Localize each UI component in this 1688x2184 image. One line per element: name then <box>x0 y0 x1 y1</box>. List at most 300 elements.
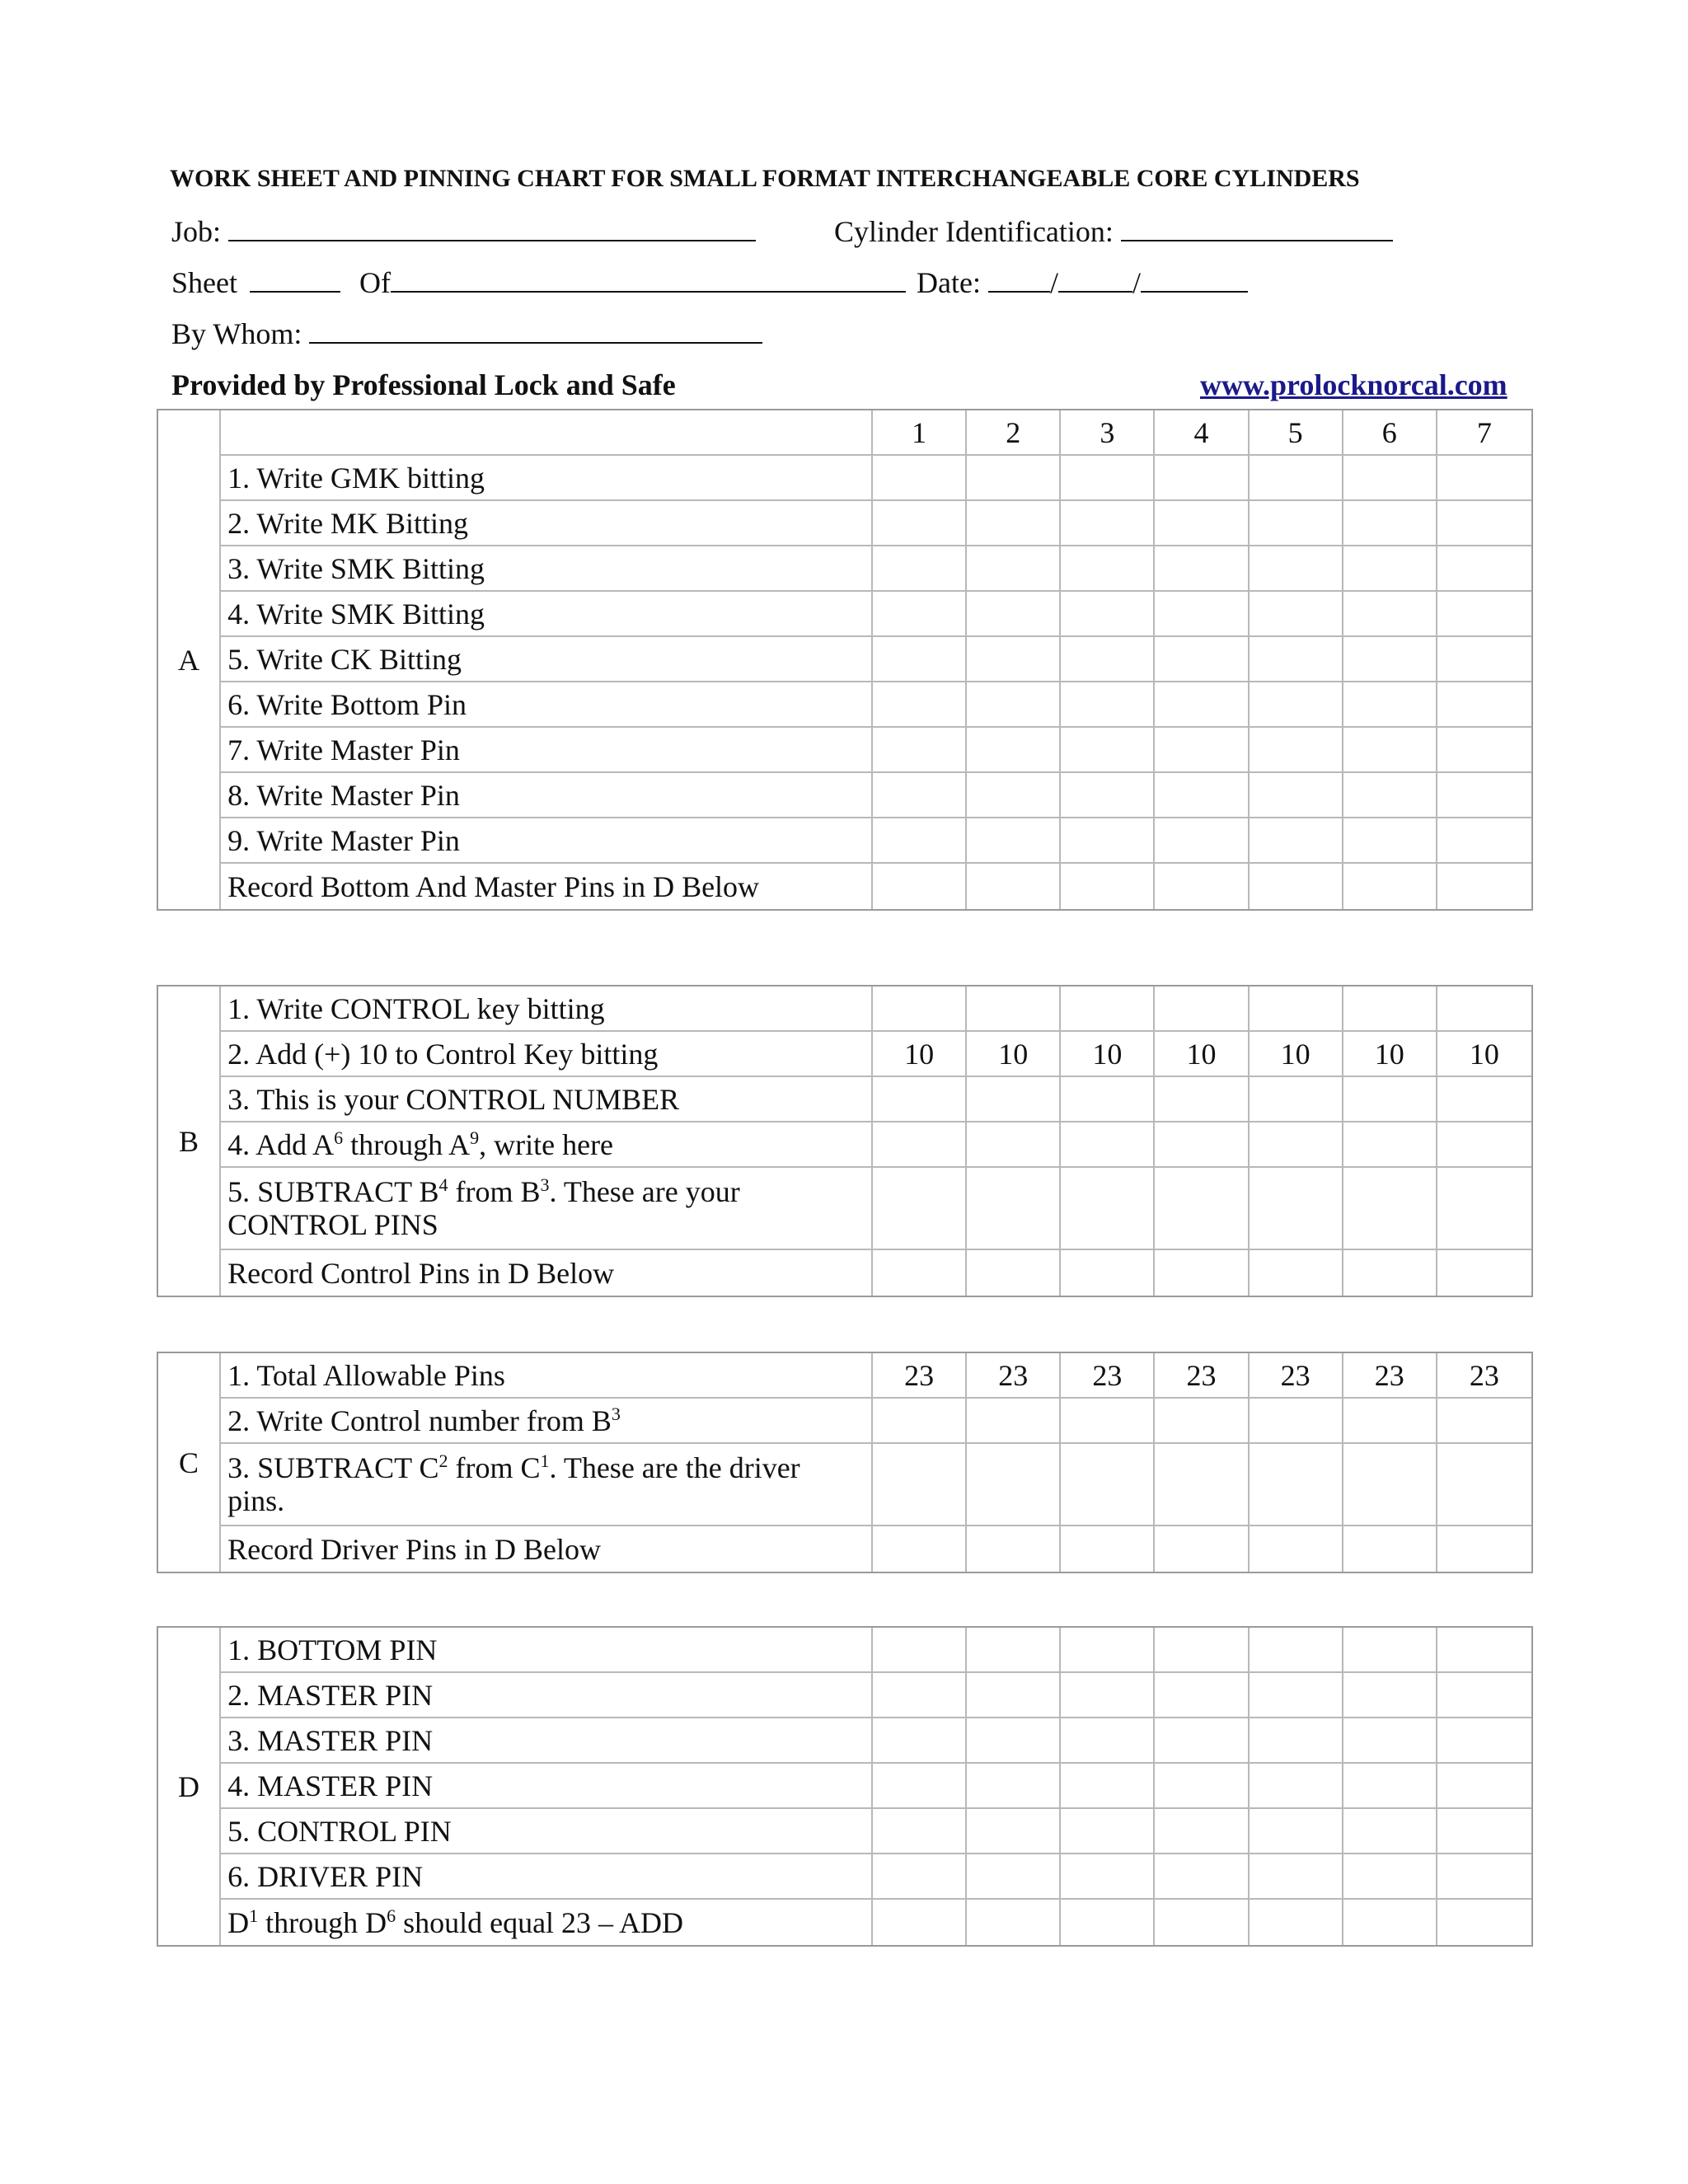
entry-cell[interactable] <box>967 682 1061 728</box>
entry-cell[interactable] <box>1155 682 1249 728</box>
sheet-field <box>171 265 906 300</box>
entry-cell[interactable] <box>967 1718 1061 1764</box>
section-a-label: A <box>158 410 221 909</box>
table-row <box>158 682 1531 728</box>
superscript: 1 <box>540 1451 550 1471</box>
row-label <box>221 1168 873 1250</box>
by-whom-label: By Whom: <box>171 317 302 350</box>
entry-cell[interactable] <box>1155 546 1249 592</box>
cylinder-identification-blank[interactable] <box>1121 215 1393 241</box>
entry-cell[interactable] <box>1061 1673 1155 1718</box>
entry-cell[interactable] <box>1343 1809 1437 1854</box>
row-text: 4. Add A <box>227 1127 335 1161</box>
entry-cell[interactable] <box>1155 1250 1249 1296</box>
entry-cell[interactable] <box>1061 1718 1155 1764</box>
column-header: 2 <box>967 410 1061 456</box>
date-month-blank[interactable] <box>988 266 1050 293</box>
table-row <box>158 818 1531 864</box>
sheet-blank[interactable] <box>250 266 340 293</box>
entry-cell[interactable] <box>1155 1718 1249 1764</box>
entry-cell[interactable] <box>1250 592 1343 637</box>
section-a-table <box>157 409 1533 911</box>
entry-cell[interactable] <box>967 1854 1061 1900</box>
value-cell: 23 <box>1061 1353 1155 1399</box>
table-row <box>158 637 1531 682</box>
entry-cell[interactable] <box>1343 1399 1437 1444</box>
entry-cell[interactable] <box>1061 682 1155 728</box>
date-year-blank[interactable] <box>1141 266 1248 293</box>
entry-cell[interactable] <box>1061 773 1155 818</box>
entry-cell[interactable] <box>1437 1809 1531 1854</box>
row-text: CONTROL PINS <box>227 1208 438 1241</box>
entry-cell[interactable] <box>1061 592 1155 637</box>
entry-cell[interactable] <box>1250 1444 1343 1526</box>
row-label: 8. Write Master Pin <box>221 773 873 818</box>
value-cell: 23 <box>1250 1353 1343 1399</box>
job-field <box>171 214 756 249</box>
entry-cell[interactable] <box>1061 1250 1155 1296</box>
table-row <box>158 1526 1531 1572</box>
entry-cell[interactable] <box>1155 1122 1249 1168</box>
superscript: 6 <box>387 1905 396 1926</box>
superscript: 9 <box>470 1127 480 1148</box>
entry-cell[interactable] <box>1155 637 1249 682</box>
row-text: should equal 23 – ADD <box>396 1905 684 1939</box>
entry-cell[interactable] <box>1061 1628 1155 1673</box>
entry-cell[interactable] <box>873 1809 967 1854</box>
entry-cell[interactable] <box>1061 864 1155 909</box>
table-row <box>158 1353 1531 1399</box>
entry-cell[interactable] <box>1250 682 1343 728</box>
entry-cell[interactable] <box>1250 1250 1343 1296</box>
entry-cell[interactable] <box>1250 818 1343 864</box>
entry-cell[interactable] <box>967 728 1061 773</box>
entry-cell[interactable] <box>873 1854 967 1900</box>
column-header: 6 <box>1343 410 1437 456</box>
entry-cell[interactable] <box>1437 592 1531 637</box>
entry-cell[interactable] <box>1061 987 1155 1032</box>
value-cell: 10 <box>1343 1032 1437 1077</box>
entry-cell[interactable] <box>1250 456 1343 501</box>
entry-cell[interactable] <box>967 1077 1061 1122</box>
row-text: . These are the driver <box>549 1451 800 1484</box>
entry-cell[interactable] <box>1061 1526 1155 1572</box>
entry-cell[interactable] <box>1061 1900 1155 1945</box>
row-label: 6. DRIVER PIN <box>221 1854 873 1900</box>
value-cell: 10 <box>967 1032 1061 1077</box>
entry-cell[interactable] <box>1343 818 1437 864</box>
entry-cell[interactable] <box>1437 1900 1531 1945</box>
entry-cell[interactable] <box>1343 1122 1437 1168</box>
row-text: D <box>227 1905 250 1939</box>
entry-cell[interactable] <box>1061 637 1155 682</box>
entry-cell[interactable] <box>1155 592 1249 637</box>
entry-cell[interactable] <box>1155 456 1249 501</box>
table-row <box>158 456 1531 501</box>
entry-cell[interactable] <box>1343 637 1437 682</box>
row-text: 3. SUBTRACT C <box>227 1451 439 1484</box>
entry-cell[interactable] <box>1437 637 1531 682</box>
entry-cell[interactable] <box>967 773 1061 818</box>
value-cell: 10 <box>1437 1032 1531 1077</box>
entry-cell[interactable] <box>1250 1122 1343 1168</box>
entry-cell[interactable] <box>873 592 967 637</box>
entry-cell[interactable] <box>1061 501 1155 546</box>
entry-cell[interactable] <box>1343 987 1437 1032</box>
row-label: 9. Write Master Pin <box>221 818 873 864</box>
table-row <box>158 1077 1531 1122</box>
entry-cell[interactable] <box>873 1718 967 1764</box>
row-label: Record Control Pins in D Below <box>221 1250 873 1296</box>
date-separator-2: / <box>1132 266 1141 299</box>
entry-cell[interactable] <box>873 501 967 546</box>
entry-cell[interactable] <box>1437 728 1531 773</box>
section-d-table <box>157 1626 1533 1947</box>
entry-cell[interactable] <box>1155 1854 1249 1900</box>
row-label: 2. MASTER PIN <box>221 1673 873 1718</box>
value-cell: 23 <box>1343 1353 1437 1399</box>
entry-cell[interactable] <box>1155 1168 1249 1250</box>
date-field <box>917 265 1248 300</box>
entry-cell[interactable] <box>873 1077 967 1122</box>
entry-cell[interactable] <box>1343 1854 1437 1900</box>
entry-cell[interactable] <box>1155 501 1249 546</box>
row-text: 5. SUBTRACT B <box>227 1175 439 1208</box>
entry-cell[interactable] <box>873 1399 967 1444</box>
entry-cell[interactable] <box>1250 1809 1343 1854</box>
page-title: WORK SHEET AND PINNING CHART FOR SMALL FORMAT INTERCHANGEABLE CORE CYLINDERS <box>170 165 1360 192</box>
entry-cell[interactable] <box>967 501 1061 546</box>
entry-cell[interactable] <box>1250 1077 1343 1122</box>
superscript: 3 <box>611 1403 621 1424</box>
entry-cell[interactable] <box>1250 1764 1343 1809</box>
entry-cell[interactable] <box>873 864 967 909</box>
value-cell: 23 <box>1155 1353 1249 1399</box>
entry-cell[interactable] <box>1343 728 1437 773</box>
entry-cell[interactable] <box>1437 818 1531 864</box>
job-label: Job: <box>171 215 222 248</box>
row-label <box>221 1399 873 1444</box>
entry-cell[interactable] <box>1250 773 1343 818</box>
entry-cell[interactable] <box>967 1122 1061 1168</box>
entry-cell[interactable] <box>967 1250 1061 1296</box>
entry-cell[interactable] <box>1061 1122 1155 1168</box>
entry-cell[interactable] <box>1250 501 1343 546</box>
entry-cell[interactable] <box>873 773 967 818</box>
section-d-label: D <box>158 1628 221 1945</box>
entry-cell[interactable] <box>1343 682 1437 728</box>
row-label: 3. MASTER PIN <box>221 1718 873 1764</box>
entry-cell[interactable] <box>1155 1809 1249 1854</box>
table-row <box>158 1809 1531 1854</box>
row-text: , write here <box>479 1127 614 1161</box>
entry-cell[interactable] <box>1250 1628 1343 1673</box>
row-label: 1. Total Allowable Pins <box>221 1353 873 1399</box>
entry-cell[interactable] <box>1250 1168 1343 1250</box>
entry-cell[interactable] <box>873 1673 967 1718</box>
entry-cell[interactable] <box>1343 1764 1437 1809</box>
entry-cell[interactable] <box>1155 1444 1249 1526</box>
entry-cell[interactable] <box>967 864 1061 909</box>
entry-cell[interactable] <box>1061 818 1155 864</box>
entry-cell[interactable] <box>967 1444 1061 1526</box>
entry-cell[interactable] <box>873 546 967 592</box>
entry-cell[interactable] <box>1155 728 1249 773</box>
section-c-label: C <box>158 1353 221 1572</box>
entry-cell[interactable] <box>967 1628 1061 1673</box>
entry-cell[interactable] <box>967 456 1061 501</box>
entry-cell[interactable] <box>873 987 967 1032</box>
entry-cell[interactable] <box>1437 1444 1531 1526</box>
entry-cell[interactable] <box>967 1900 1061 1945</box>
entry-cell[interactable] <box>1061 546 1155 592</box>
entry-cell[interactable] <box>1343 1444 1437 1526</box>
row-label: 2. Add (+) 10 to Control Key bitting <box>221 1032 873 1077</box>
table-row <box>158 592 1531 637</box>
entry-cell[interactable] <box>1061 728 1155 773</box>
entry-cell[interactable] <box>1437 1854 1531 1900</box>
row-label: 1. BOTTOM PIN <box>221 1628 873 1673</box>
entry-cell[interactable] <box>1155 1077 1249 1122</box>
of-blank[interactable] <box>391 266 906 293</box>
value-cell: 23 <box>873 1353 967 1399</box>
superscript: 3 <box>540 1174 550 1195</box>
superscript: 6 <box>334 1127 344 1148</box>
entry-cell[interactable] <box>1250 1854 1343 1900</box>
entry-cell[interactable] <box>1437 987 1531 1032</box>
date-separator-1: / <box>1049 266 1058 299</box>
entry-cell[interactable] <box>1437 773 1531 818</box>
of-label: Of <box>359 266 391 299</box>
entry-cell[interactable] <box>1343 773 1437 818</box>
entry-cell[interactable] <box>1437 501 1531 546</box>
entry-cell[interactable] <box>1437 1628 1531 1673</box>
value-cell: 23 <box>1437 1353 1531 1399</box>
by-whom-blank[interactable] <box>309 317 762 344</box>
row-label: 1. Write CONTROL key bitting <box>221 987 873 1032</box>
entry-cell[interactable] <box>873 818 967 864</box>
entry-cell[interactable] <box>1155 864 1249 909</box>
row-label: Record Bottom And Master Pins in D Below <box>221 864 873 909</box>
entry-cell[interactable] <box>1155 987 1249 1032</box>
row-label: 3. This is your CONTROL NUMBER <box>221 1077 873 1122</box>
row-label: 1. Write GMK bitting <box>221 456 873 501</box>
entry-cell[interactable] <box>1061 1168 1155 1250</box>
table-row <box>158 1399 1531 1444</box>
entry-cell[interactable] <box>1343 1718 1437 1764</box>
header-label-cell <box>221 410 873 456</box>
table-row <box>158 1854 1531 1900</box>
entry-cell[interactable] <box>1155 773 1249 818</box>
column-header: 4 <box>1155 410 1249 456</box>
entry-cell[interactable] <box>873 1122 967 1168</box>
entry-cell[interactable] <box>1250 546 1343 592</box>
by-whom-field <box>171 316 762 351</box>
entry-cell[interactable] <box>1155 1628 1249 1673</box>
entry-cell[interactable] <box>1437 546 1531 592</box>
job-blank[interactable] <box>228 215 756 241</box>
entry-cell[interactable] <box>1155 1399 1249 1444</box>
entry-cell[interactable] <box>967 1399 1061 1444</box>
entry-cell[interactable] <box>967 637 1061 682</box>
row-label: 5. Write CK Bitting <box>221 637 873 682</box>
row-label <box>221 1122 873 1168</box>
entry-cell[interactable] <box>1061 1399 1155 1444</box>
entry-cell[interactable] <box>1343 546 1437 592</box>
website-link[interactable]: www.prolocknorcal.com <box>1200 368 1507 401</box>
entry-cell[interactable] <box>1343 1673 1437 1718</box>
cylinder-identification-label: Cylinder Identification: <box>834 215 1114 248</box>
table-row <box>158 1718 1531 1764</box>
entry-cell[interactable] <box>1437 1764 1531 1809</box>
superscript: 1 <box>249 1905 259 1926</box>
column-header: 3 <box>1061 410 1155 456</box>
table-row <box>158 773 1531 818</box>
entry-cell[interactable] <box>1343 1168 1437 1250</box>
entry-cell[interactable] <box>967 1764 1061 1809</box>
superscript: 4 <box>438 1174 448 1195</box>
entry-cell[interactable] <box>873 1168 967 1250</box>
date-day-blank[interactable] <box>1058 266 1132 293</box>
entry-cell[interactable] <box>1437 682 1531 728</box>
cylinder-identification-field <box>834 214 1393 249</box>
row-text: from C <box>448 1451 541 1484</box>
section-c-table <box>157 1352 1533 1573</box>
entry-cell[interactable] <box>1155 1526 1249 1572</box>
value-cell: 23 <box>967 1353 1061 1399</box>
row-label: Record Driver Pins in D Below <box>221 1526 873 1572</box>
entry-cell[interactable] <box>1061 456 1155 501</box>
entry-cell[interactable] <box>1437 1250 1531 1296</box>
entry-cell[interactable] <box>1437 1673 1531 1718</box>
entry-cell[interactable] <box>1250 864 1343 909</box>
entry-cell[interactable] <box>1061 1854 1155 1900</box>
entry-cell[interactable] <box>967 546 1061 592</box>
table-row <box>158 501 1531 546</box>
table-row <box>158 1250 1531 1296</box>
entry-cell[interactable] <box>967 1526 1061 1572</box>
row-label: 4. Write SMK Bitting <box>221 592 873 637</box>
entry-cell[interactable] <box>1250 1526 1343 1572</box>
table-row <box>158 1628 1531 1673</box>
entry-cell[interactable] <box>1343 1077 1437 1122</box>
entry-cell[interactable] <box>873 1628 967 1673</box>
entry-cell[interactable] <box>1437 1168 1531 1250</box>
value-cell: 10 <box>873 1032 967 1077</box>
column-header: 1 <box>873 410 967 456</box>
table-row <box>158 728 1531 773</box>
entry-cell[interactable] <box>873 1764 967 1809</box>
entry-cell[interactable] <box>1250 1673 1343 1718</box>
row-label: 3. Write SMK Bitting <box>221 546 873 592</box>
entry-cell[interactable] <box>1250 987 1343 1032</box>
entry-cell[interactable] <box>1343 1900 1437 1945</box>
entry-cell[interactable] <box>1437 1399 1531 1444</box>
entry-cell[interactable] <box>1437 1526 1531 1572</box>
entry-cell[interactable] <box>1437 1077 1531 1122</box>
table-row <box>158 1673 1531 1718</box>
entry-cell[interactable] <box>967 592 1061 637</box>
date-label: Date: <box>917 266 981 299</box>
entry-cell[interactable] <box>1343 1628 1437 1673</box>
entry-cell[interactable] <box>1343 501 1437 546</box>
entry-cell[interactable] <box>1061 1764 1155 1809</box>
entry-cell[interactable] <box>1061 1444 1155 1526</box>
row-label: 7. Write Master Pin <box>221 728 873 773</box>
entry-cell[interactable] <box>873 728 967 773</box>
entry-cell[interactable] <box>873 1250 967 1296</box>
entry-cell[interactable] <box>1437 1122 1531 1168</box>
entry-cell[interactable] <box>1250 1399 1343 1444</box>
row-label: 2. Write MK Bitting <box>221 501 873 546</box>
entry-cell[interactable] <box>1437 864 1531 909</box>
entry-cell[interactable] <box>873 1900 967 1945</box>
entry-cell[interactable] <box>873 682 967 728</box>
entry-cell[interactable] <box>873 637 967 682</box>
table-row <box>158 546 1531 592</box>
entry-cell[interactable] <box>1250 728 1343 773</box>
entry-cell[interactable] <box>1437 1718 1531 1764</box>
entry-cell[interactable] <box>1155 818 1249 864</box>
row-text: pins. <box>227 1484 285 1517</box>
entry-cell[interactable] <box>1155 1900 1249 1945</box>
entry-cell[interactable] <box>873 456 967 501</box>
provided-by: Provided by Professional Lock and Safe <box>171 368 676 401</box>
sheet-label: Sheet <box>171 266 237 299</box>
table-row <box>158 1122 1531 1168</box>
entry-cell[interactable] <box>967 987 1061 1032</box>
table-row <box>158 987 1531 1032</box>
entry-cell[interactable] <box>1343 1526 1437 1572</box>
entry-cell[interactable] <box>873 1526 967 1572</box>
entry-cell[interactable] <box>873 1444 967 1526</box>
table-row <box>158 1444 1531 1526</box>
column-header: 5 <box>1250 410 1343 456</box>
section-b-table <box>157 985 1533 1297</box>
entry-cell[interactable] <box>1343 592 1437 637</box>
header-row <box>158 410 1531 456</box>
entry-cell[interactable] <box>1250 1718 1343 1764</box>
row-text: from B <box>448 1175 541 1208</box>
entry-cell[interactable] <box>967 1809 1061 1854</box>
value-cell: 10 <box>1061 1032 1155 1077</box>
entry-cell[interactable] <box>1343 864 1437 909</box>
row-label: 5. CONTROL PIN <box>221 1809 873 1854</box>
value-cell: 10 <box>1250 1032 1343 1077</box>
row-label: 4. MASTER PIN <box>221 1764 873 1809</box>
entry-cell[interactable] <box>967 1168 1061 1250</box>
entry-cell[interactable] <box>1437 456 1531 501</box>
row-text: 2. Write Control number from B <box>227 1404 612 1437</box>
entry-cell[interactable] <box>967 818 1061 864</box>
entry-cell[interactable] <box>1250 1900 1343 1945</box>
entry-cell[interactable] <box>1343 456 1437 501</box>
entry-cell[interactable] <box>1155 1764 1249 1809</box>
value-cell: 10 <box>1155 1032 1249 1077</box>
superscript: 2 <box>438 1451 448 1471</box>
entry-cell[interactable] <box>967 1673 1061 1718</box>
table-row <box>158 1168 1531 1250</box>
entry-cell[interactable] <box>1061 1077 1155 1122</box>
entry-cell[interactable] <box>1155 1673 1249 1718</box>
entry-cell[interactable] <box>1343 1250 1437 1296</box>
entry-cell[interactable] <box>1061 1809 1155 1854</box>
row-label: 6. Write Bottom Pin <box>221 682 873 728</box>
entry-cell[interactable] <box>1250 637 1343 682</box>
column-header: 7 <box>1437 410 1531 456</box>
row-text: through D <box>258 1905 387 1939</box>
row-text: . These are your <box>549 1175 740 1208</box>
